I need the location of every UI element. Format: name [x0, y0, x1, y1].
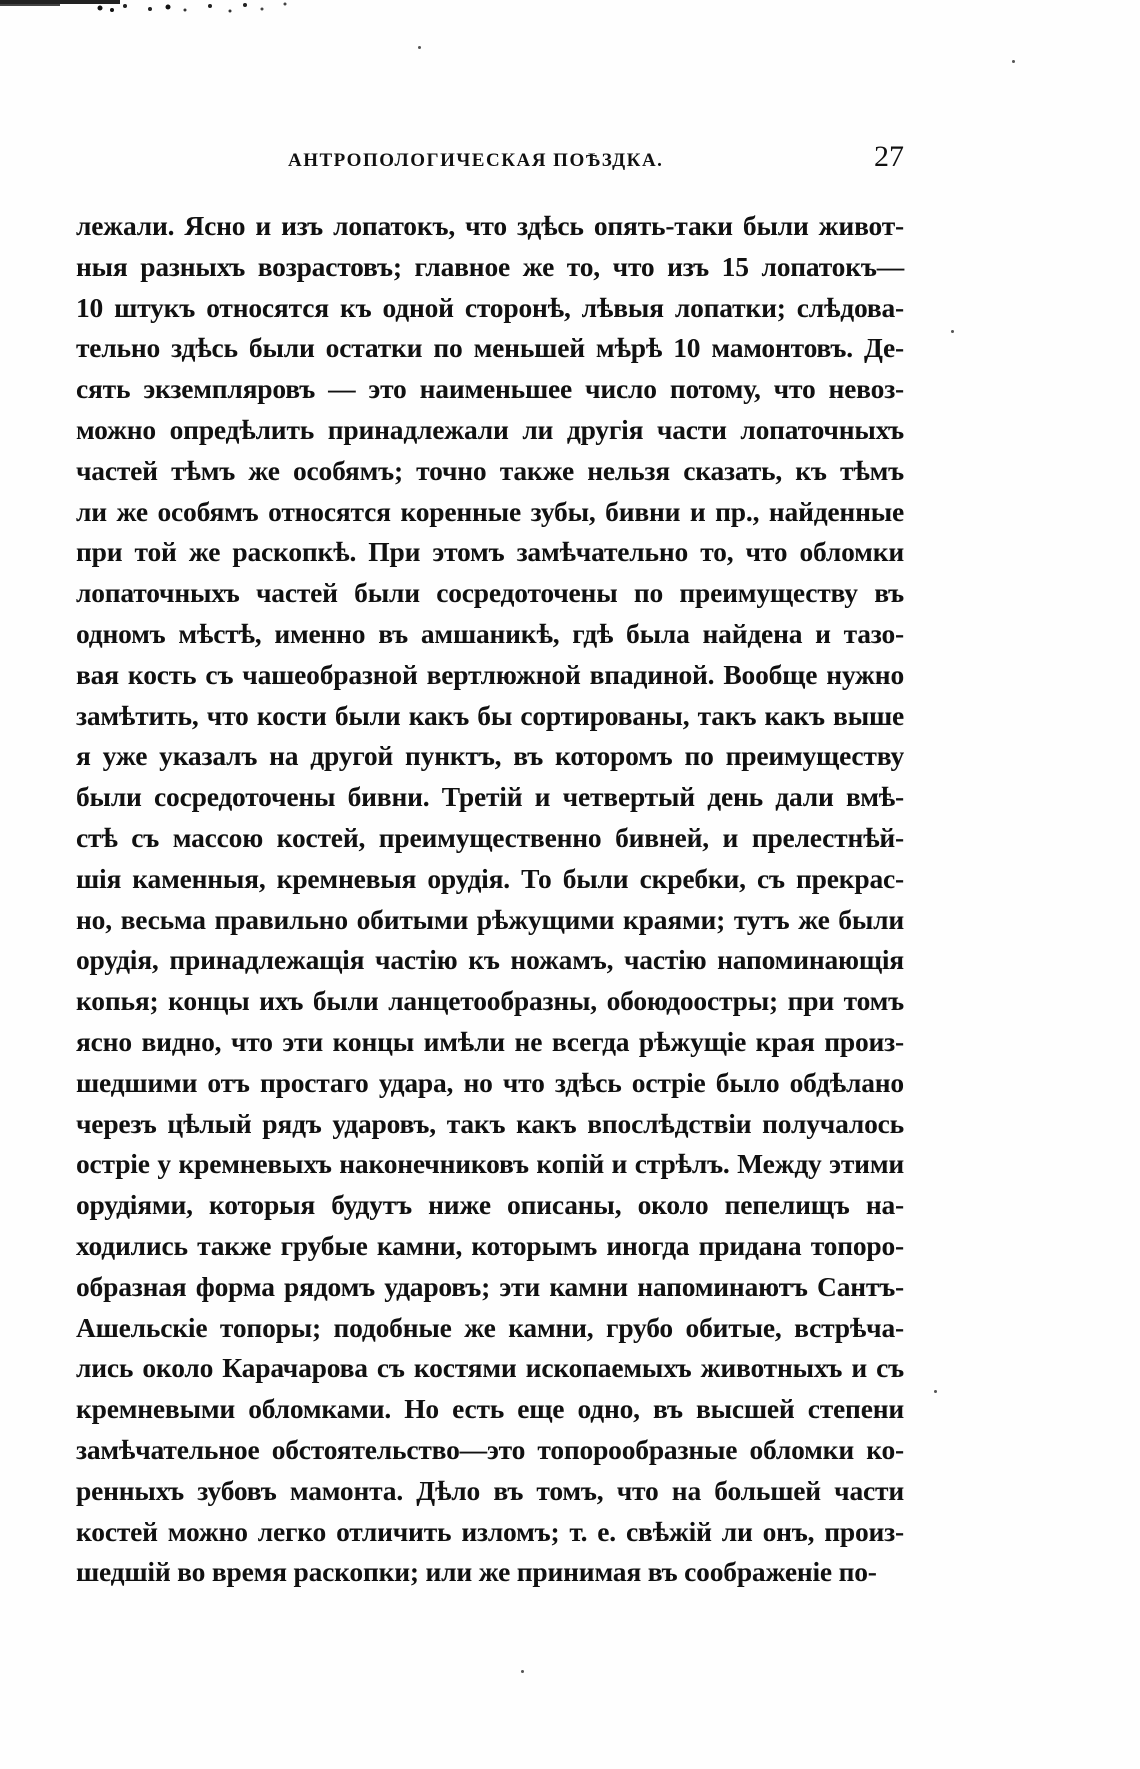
- text-line: остріе у кремневыхъ наконечниковъ копій и стрѣлъ. Между этими: [76, 1148, 904, 1180]
- text-line: частей тѣмъ же особямъ; точно также нельзя сказать, къ тѣмъ: [76, 454, 904, 486]
- scan-artifact-top: [0, 0, 440, 16]
- text-line: Ашельскіе топоры; подобные же камни, грубо обитые, встрѣча-: [76, 1311, 904, 1343]
- scan-speck: [521, 1670, 524, 1673]
- running-title: АНТРОПОЛОГИЧЕСКАЯ ПОѢЗДКА.: [288, 150, 664, 171]
- text-line: ясно видно, что эти концы имѣли не всегда рѣжущіе края произ-: [76, 1025, 904, 1057]
- page-number: 27: [874, 140, 904, 173]
- text-line: я уже указалъ на другой пунктъ, въ которомъ по преимуществу: [76, 740, 904, 772]
- text-line: вая кость съ чашеобразной вертлюжной впадиной. Вообще нужно: [76, 658, 904, 690]
- text-line: одномъ мѣстѣ, именно въ амшаникѣ, гдѣ была найдена и тазо-: [76, 617, 904, 649]
- text-line: были сосредоточены бивни. Третій и четвертый день дали вмѣ-: [76, 781, 904, 813]
- text-line: тельно здѣсь были остатки по меньшей мѣрѣ 10 мамонтовъ. Де-: [76, 332, 904, 364]
- text-line: костей можно легко отличить изломъ; т. е. свѣжій ли онъ, произ-: [76, 1515, 904, 1547]
- text-line: лись около Карачарова съ костями ископаемыхъ животныхъ и съ: [76, 1352, 904, 1384]
- text-line: замѣчательное обстоятельство—это топорообразные обломки ко-: [76, 1433, 904, 1465]
- running-header: [76, 140, 904, 180]
- text-line: образная форма рядомъ ударовъ; эти камни напоминаютъ Сантъ-: [76, 1270, 904, 1302]
- text-line: черезъ цѣлый рядъ ударовъ, такъ какъ впослѣдствіи получалось: [76, 1107, 904, 1139]
- text-line: кремневыми обломками. Но есть еще одно, въ высшей степени: [76, 1393, 904, 1425]
- scan-speck: [1012, 60, 1015, 63]
- text-line: ходились также грубые камни, которымъ иногда придана топоро-: [76, 1229, 904, 1261]
- text-line: сять экземпляровъ — это наименьшее число потому, что невоз-: [76, 373, 904, 405]
- text-line: ныя разныхъ возрастовъ; главное же то, что изъ 15 лопатокъ—: [76, 250, 904, 282]
- text-line: лежали. Ясно и изъ лопатокъ, что здѣсь опять-таки были живот-: [76, 210, 904, 241]
- scan-speck: [934, 1390, 937, 1393]
- text-line: шедшими отъ простаго удара, но что здѣсь остріе было обдѣлано: [76, 1066, 904, 1098]
- text-line: замѣтить, что кости были какъ бы сортированы, такъ какъ выше: [76, 699, 904, 731]
- scan-speck: [951, 330, 954, 333]
- scan-speck: [418, 46, 421, 49]
- text-line: орудія, принадлежащія частію къ ножамъ, частію напоминающія: [76, 944, 904, 976]
- body-text: [76, 206, 904, 1593]
- text-line: шедшій во время раскопки; или же принимая въ соображеніе по-: [76, 1556, 877, 1588]
- text-line: можно опредѣлить принадлежали ли другія части лопаточныхъ: [76, 413, 904, 445]
- text-line: ренныхъ зубовъ мамонта. Дѣло въ томъ, что на большей части: [76, 1474, 904, 1506]
- text-line: орудіями, которыя будутъ ниже описаны, около пепелищъ на-: [76, 1189, 904, 1221]
- text-line: при той же раскопкѣ. При этомъ замѣчательно то, что обломки: [76, 536, 904, 568]
- text-line: 10 штукъ относятся къ одной сторонѣ, лѣвыя лопатки; слѣдова-: [76, 291, 904, 323]
- text-line: лопаточныхъ частей были сосредоточены по преимуществу въ: [76, 577, 904, 609]
- text-line: шія каменныя, кремневыя орудія. То были скребки, съ прекрас-: [76, 862, 904, 894]
- text-line: ли же особямъ относятся коренные зубы, бивни и пр., найденные: [76, 495, 904, 527]
- text-line: стѣ съ массою костей, преимущественно бивней, и прелестнѣй-: [76, 821, 904, 853]
- text-line: но, весьма правильно обитыми рѣжущими краями; тутъ же были: [76, 903, 904, 935]
- text-line: копья; концы ихъ были ланцетообразны, обоюдоостры; при томъ: [76, 985, 904, 1017]
